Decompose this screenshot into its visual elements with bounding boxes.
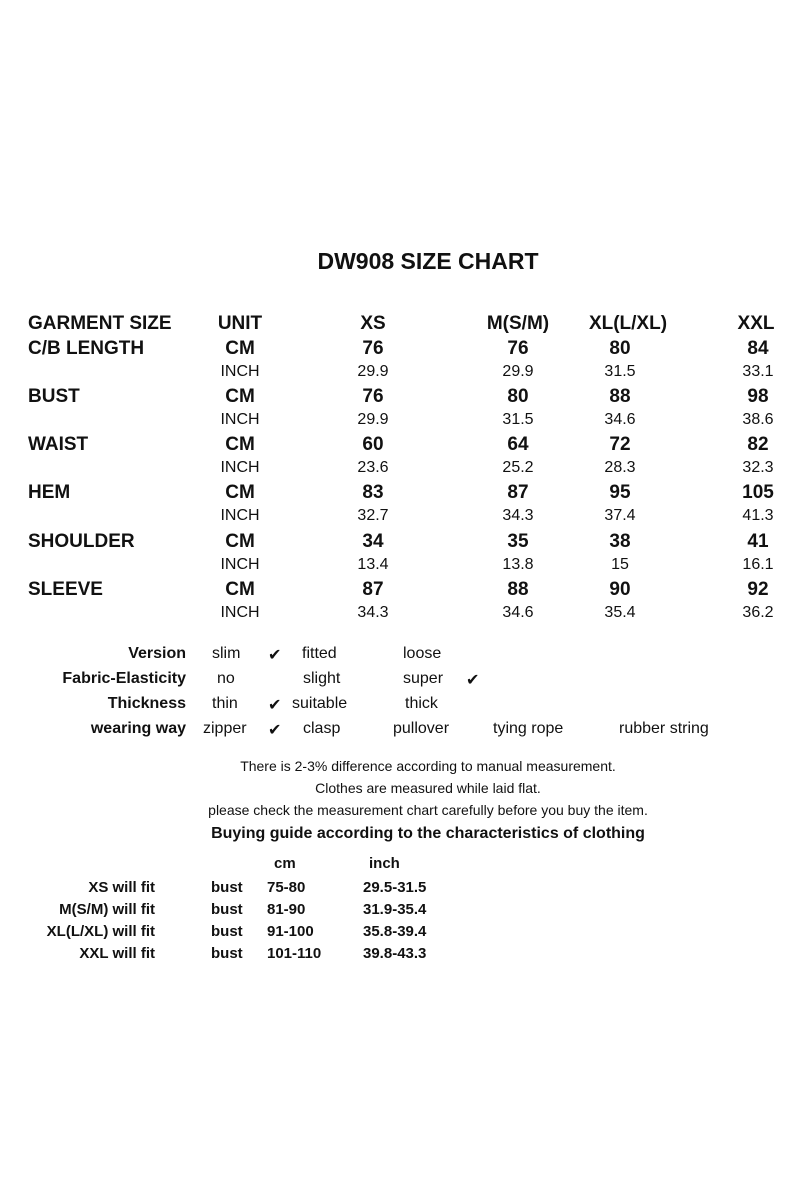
cm-value: 35 xyxy=(507,531,529,552)
cm-value: 60 xyxy=(362,434,384,455)
check-mark-icon: ✔ xyxy=(268,697,282,714)
buying-guide-title: Buying guide according to the characteristics of clothing xyxy=(211,825,645,842)
inch-value: 25.2 xyxy=(502,459,534,476)
cm-value: 95 xyxy=(609,482,631,503)
cm-value: 82 xyxy=(747,434,769,455)
cm-value: 87 xyxy=(507,482,529,503)
inch-value: 41.3 xyxy=(742,507,774,524)
option-fitted: fitted xyxy=(302,645,337,662)
inch-value: 34.6 xyxy=(502,604,534,621)
inch-value: 38.6 xyxy=(742,411,774,428)
cm-value: 38 xyxy=(609,531,631,552)
option-slim: slim xyxy=(212,645,241,662)
inch-value: 33.1 xyxy=(742,363,774,380)
cm-value: 72 xyxy=(609,434,631,455)
cm-value: 92 xyxy=(747,579,769,600)
inch-value: 34.3 xyxy=(357,604,389,621)
header-xxl: XXL xyxy=(737,313,775,334)
inch-value: 35.4 xyxy=(604,604,636,621)
page-title: DW908 SIZE CHART xyxy=(317,248,539,274)
option-rubber-string: rubber string xyxy=(619,720,709,737)
unit-inch: INCH xyxy=(220,459,260,476)
guide-inch-range: 35.8-39.4 xyxy=(363,923,427,940)
option-thin: thin xyxy=(212,695,238,712)
option-tying-rope: tying rope xyxy=(493,720,564,737)
cm-value: 90 xyxy=(609,579,631,600)
cm-value: 83 xyxy=(362,482,384,503)
guide-cm-range: 81-90 xyxy=(267,901,306,918)
inch-value: 34.6 xyxy=(604,411,636,428)
measurement-name: C/B LENGTH xyxy=(28,338,145,359)
inch-value: 32.3 xyxy=(742,459,774,476)
cm-value: 34 xyxy=(362,531,384,552)
option-thick: thick xyxy=(405,695,438,712)
option-loose: loose xyxy=(403,645,442,662)
inch-value: 13.8 xyxy=(502,556,534,573)
cm-value: 105 xyxy=(742,482,774,503)
option-slight: slight xyxy=(303,670,341,687)
unit-inch: INCH xyxy=(220,411,260,428)
guide-cm-range: 75-80 xyxy=(267,879,306,896)
guide-inch-range: 29.5-31.5 xyxy=(363,879,427,896)
guide-cm-range: 101-110 xyxy=(267,945,322,962)
option-clasp: clasp xyxy=(303,720,341,737)
cm-value: 88 xyxy=(609,386,631,407)
inch-value: 29.9 xyxy=(357,363,389,380)
cm-value: 88 xyxy=(507,579,529,600)
unit-cm: CM xyxy=(225,434,255,455)
note-check-chart: please check the measurement chart carefully before you buy the item. xyxy=(208,802,648,818)
cm-value: 84 xyxy=(747,338,769,359)
guide-part: bust xyxy=(211,879,243,896)
check-mark-icon: ✔ xyxy=(466,672,480,689)
inch-value: 34.3 xyxy=(502,507,534,524)
cm-value: 80 xyxy=(507,386,529,407)
cm-value: 76 xyxy=(507,338,529,359)
unit-cm: CM xyxy=(225,482,255,503)
unit-cm: CM xyxy=(225,579,255,600)
guide-header-inch: inch xyxy=(369,855,400,872)
cm-value: 80 xyxy=(609,338,631,359)
inch-value: 31.5 xyxy=(502,411,534,428)
unit-inch: INCH xyxy=(220,604,260,621)
option-no: no xyxy=(217,670,235,687)
guide-inch-range: 39.8-43.3 xyxy=(363,945,427,962)
guide-part: bust xyxy=(211,923,243,940)
guide-size-label: XL(L/XL) will fit xyxy=(46,923,155,940)
note-measurement-difference: There is 2-3% difference according to manual measurement. xyxy=(240,758,616,774)
measurement-name: WAIST xyxy=(28,434,89,455)
header-xl: XL(L/XL) xyxy=(588,313,668,334)
cm-value: 64 xyxy=(507,434,529,455)
spec-label-wearing-way: wearing way xyxy=(90,720,186,737)
header-unit: UNIT xyxy=(217,313,263,334)
measurement-name: HEM xyxy=(28,482,71,503)
spec-label-elasticity: Fabric-Elasticity xyxy=(62,670,186,687)
check-mark-icon: ✔ xyxy=(268,722,282,739)
guide-size-label: XXL will fit xyxy=(79,945,155,962)
inch-value: 15 xyxy=(611,556,629,573)
measurement-name: SLEEVE xyxy=(28,579,103,600)
unit-inch: INCH xyxy=(220,556,260,573)
cm-value: 76 xyxy=(362,338,384,359)
guide-part: bust xyxy=(211,901,243,918)
spec-label-version: Version xyxy=(128,645,186,662)
inch-value: 29.9 xyxy=(502,363,534,380)
guide-cm-range: 91-100 xyxy=(267,923,314,940)
cm-value: 76 xyxy=(362,386,384,407)
header-xs: XS xyxy=(360,313,386,334)
inch-value: 13.4 xyxy=(357,556,389,573)
check-mark-icon: ✔ xyxy=(268,647,282,664)
inch-value: 16.1 xyxy=(742,556,774,573)
cm-value: 41 xyxy=(747,531,769,552)
option-super: super xyxy=(403,670,444,687)
option-zipper: zipper xyxy=(203,720,247,737)
header-m: M(S/M) xyxy=(486,313,550,334)
inch-value: 31.5 xyxy=(604,363,636,380)
unit-inch: INCH xyxy=(220,507,260,524)
unit-cm: CM xyxy=(225,531,255,552)
header-garment-size: GARMENT SIZE xyxy=(28,313,172,334)
unit-cm: CM xyxy=(225,386,255,407)
note-laid-flat: Clothes are measured while laid flat. xyxy=(315,780,541,796)
cm-value: 98 xyxy=(747,386,769,407)
guide-size-label: XS will fit xyxy=(88,879,155,896)
unit-cm: CM xyxy=(225,338,255,359)
unit-inch: INCH xyxy=(220,363,260,380)
spec-label-thickness: Thickness xyxy=(107,695,186,712)
measurement-name: SHOULDER xyxy=(28,531,135,552)
guide-size-label: M(S/M) will fit xyxy=(59,901,155,918)
inch-value: 28.3 xyxy=(604,459,636,476)
guide-header-cm: cm xyxy=(274,855,296,872)
inch-value: 23.6 xyxy=(357,459,389,476)
inch-value: 32.7 xyxy=(357,507,389,524)
inch-value: 29.9 xyxy=(357,411,389,428)
measurement-name: BUST xyxy=(28,386,80,407)
option-suitable: suitable xyxy=(292,695,348,712)
cm-value: 87 xyxy=(362,579,384,600)
guide-part: bust xyxy=(211,945,243,962)
guide-inch-range: 31.9-35.4 xyxy=(363,901,427,918)
option-pullover: pullover xyxy=(393,720,450,737)
inch-value: 37.4 xyxy=(604,507,636,524)
inch-value: 36.2 xyxy=(742,604,774,621)
